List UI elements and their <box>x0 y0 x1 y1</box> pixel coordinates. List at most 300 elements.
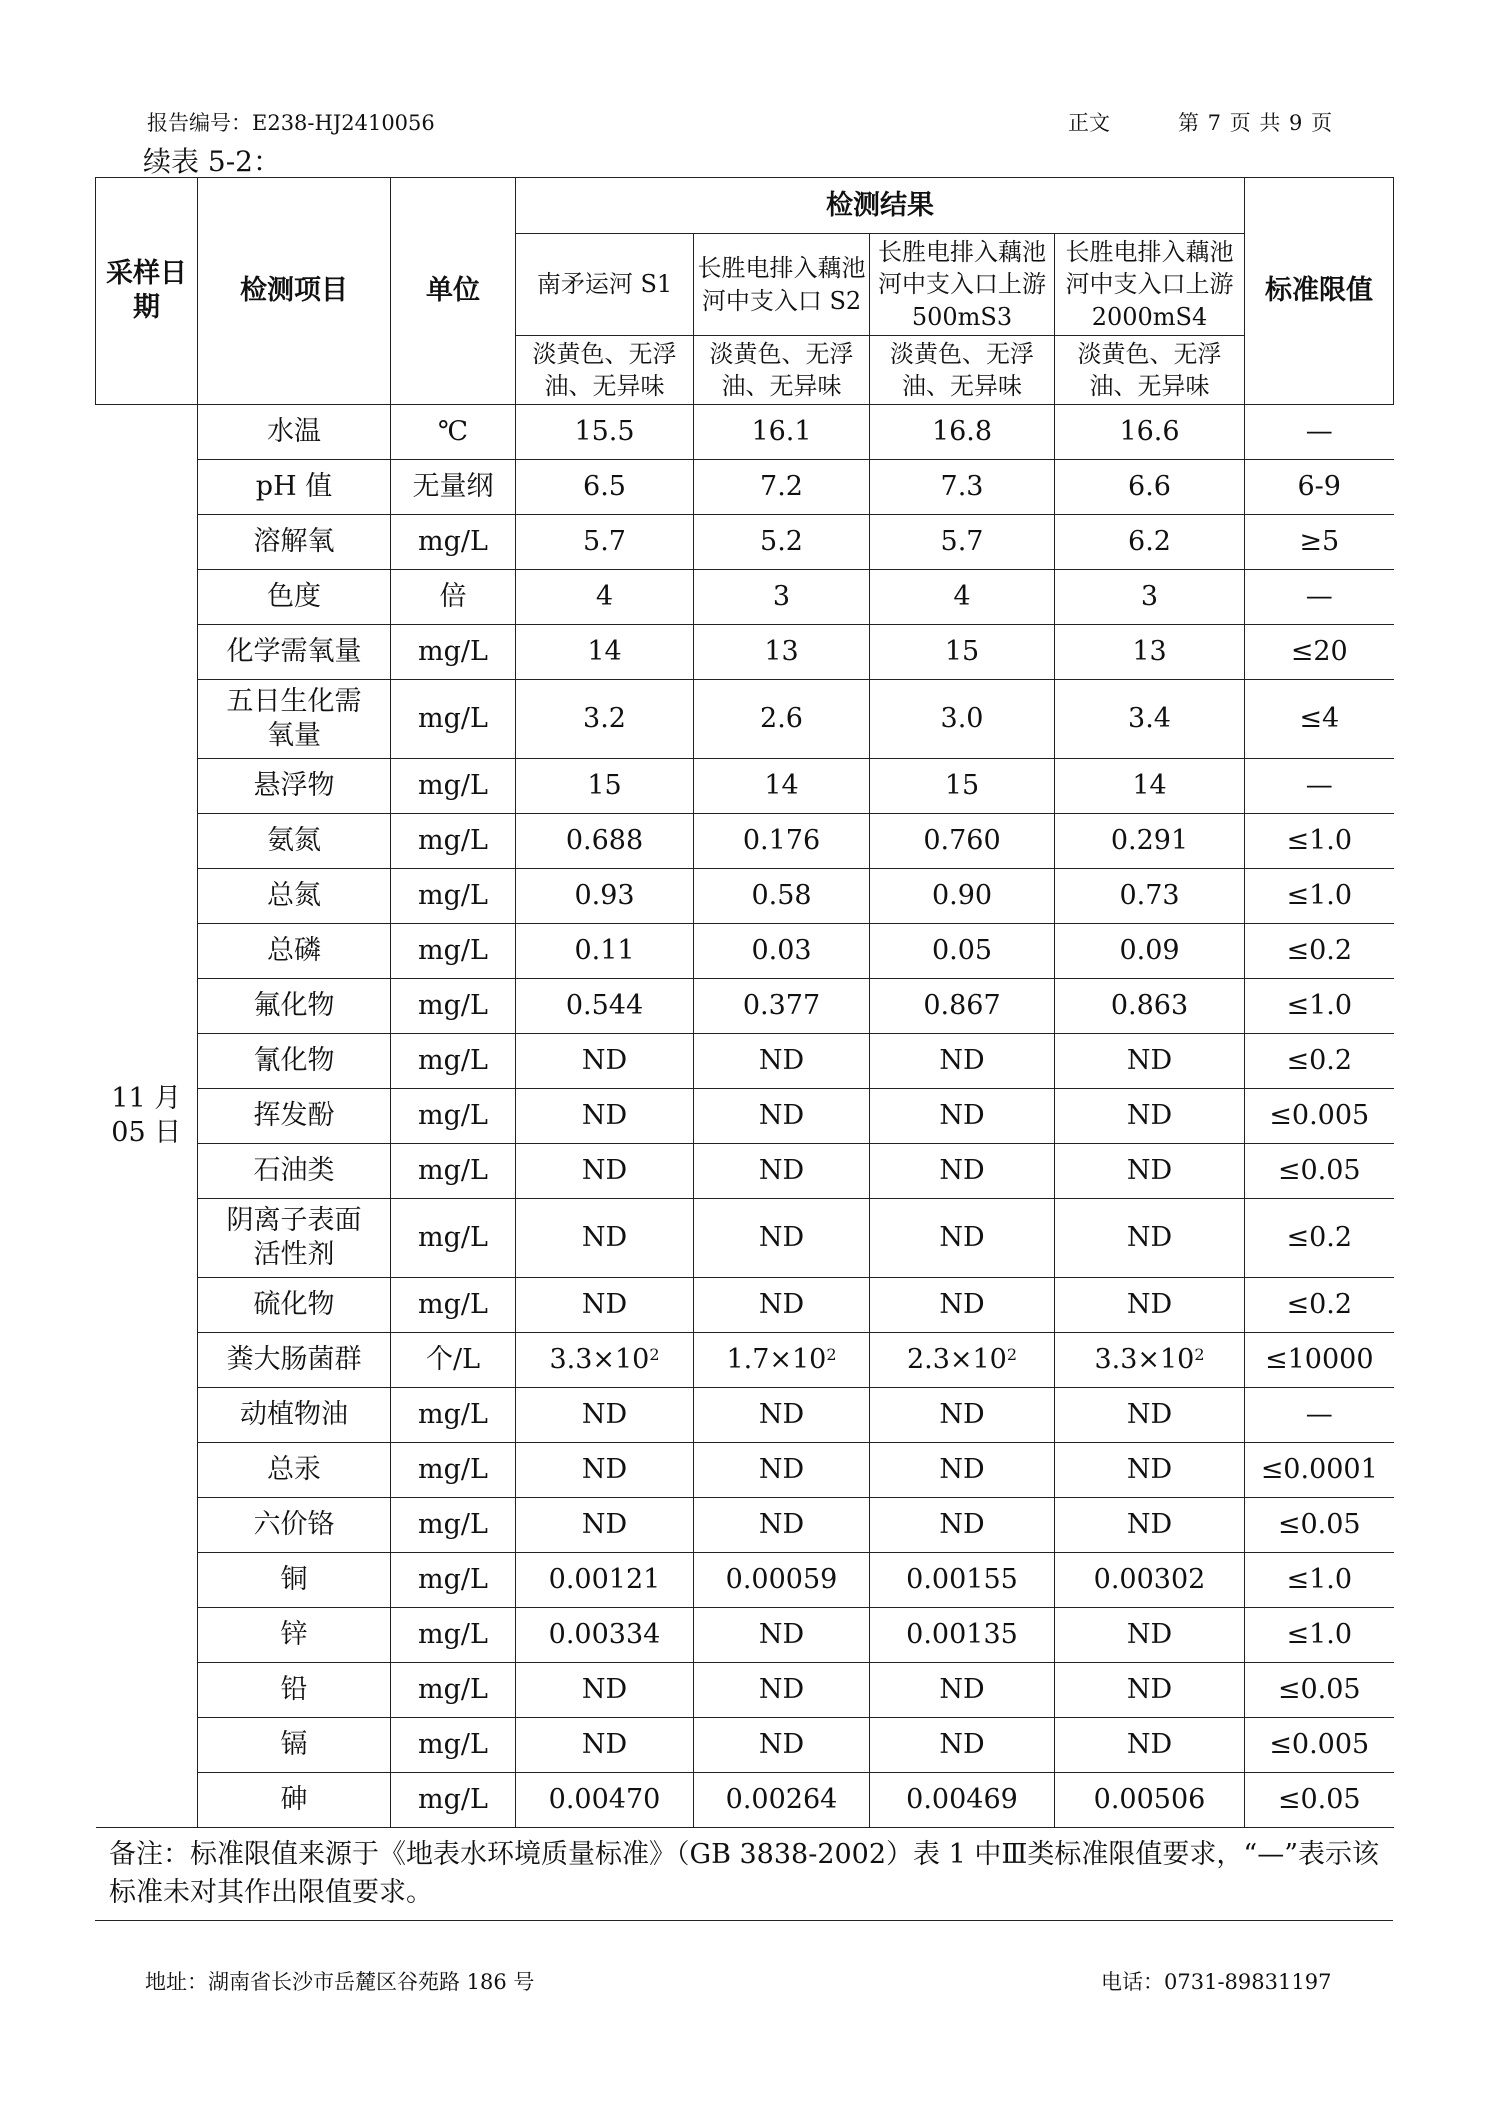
item-unit: mg/L <box>391 1663 516 1718</box>
table-row <box>96 924 1394 979</box>
result-value <box>870 460 1055 515</box>
result-value <box>1055 1144 1245 1199</box>
item-name: 六价铬 <box>198 1498 391 1553</box>
result-value <box>694 570 870 625</box>
table-row <box>96 1199 1394 1278</box>
table-row <box>96 869 1394 924</box>
table-note: 备注：标准限值来源于《地表水环境质量标准》（GB 3838-2002）表 1 中Ⅲ类标准限值要求，“—”表示该标准未对其作出限值要求。 <box>95 1830 1393 1921</box>
result-value <box>516 1034 694 1089</box>
table-row <box>96 1388 1394 1443</box>
header-sample-date: 采样日期 <box>96 178 198 405</box>
item-name: 悬浮物 <box>198 759 391 814</box>
result-value <box>516 1199 694 1278</box>
result-value-text: ND <box>1126 1619 1173 1651</box>
result-value <box>870 1089 1055 1144</box>
table-row <box>96 460 1394 515</box>
result-value <box>694 460 870 515</box>
results-table <box>95 177 1394 1828</box>
table-row <box>96 1333 1394 1388</box>
result-value <box>870 515 1055 570</box>
item-unit: mg/L <box>391 1034 516 1089</box>
result-value-text: ND <box>581 1399 628 1431</box>
result-value-text: 4 <box>953 581 971 613</box>
result-value <box>516 924 694 979</box>
standard-limit: ≤0.2 <box>1245 1034 1394 1089</box>
standard-limit: ≤1.0 <box>1245 1553 1394 1608</box>
standard-limit: ≤0.2 <box>1245 924 1394 979</box>
item-name: 化学需氧量 <box>198 625 391 680</box>
result-value <box>694 1773 870 1828</box>
result-value <box>516 814 694 869</box>
item-name: 总汞 <box>198 1443 391 1498</box>
result-value <box>516 515 694 570</box>
result-value <box>694 979 870 1034</box>
result-value <box>1055 1278 1245 1333</box>
result-value-text: ND <box>939 1509 985 1541</box>
result-value <box>694 1388 870 1443</box>
table-row <box>96 1034 1394 1089</box>
footer-address: 地址：湖南省长沙市岳麓区谷苑路 186 号 <box>145 1970 535 1994</box>
item-name: 粪大肠菌群 <box>198 1333 391 1388</box>
result-value <box>516 1089 694 1144</box>
result-value <box>516 979 694 1034</box>
table-row <box>96 759 1394 814</box>
result-value <box>1055 869 1245 924</box>
report-number: 报告编号：E238-HJ2410056 <box>147 111 435 135</box>
standard-limit: ≤10000 <box>1245 1333 1394 1388</box>
result-value-text: 0.867 <box>923 990 1001 1022</box>
item-unit: mg/L <box>391 1553 516 1608</box>
result-value <box>870 1199 1055 1278</box>
result-value-text: ND <box>581 1045 628 1077</box>
result-value-text: 0.176 <box>742 825 821 857</box>
item-unit: mg/L <box>391 1608 516 1663</box>
result-value <box>870 759 1055 814</box>
result-value-text: ND <box>939 1399 985 1431</box>
table-row <box>96 1773 1394 1828</box>
result-value-text: ND <box>758 1399 805 1431</box>
result-value-text: ND <box>939 1289 985 1321</box>
result-value <box>694 680 870 759</box>
item-unit: mg/L <box>391 1144 516 1199</box>
result-value-text: 0.73 <box>1119 880 1180 912</box>
result-value <box>870 1608 1055 1663</box>
result-value <box>694 759 870 814</box>
exponent: 2 <box>826 1345 837 1365</box>
result-value-text: 4 <box>595 581 614 613</box>
result-value <box>870 1388 1055 1443</box>
result-value-text: 6.6 <box>1128 471 1171 503</box>
site-appearance-s2: 淡黄色、无浮油、无异味 <box>694 336 870 405</box>
result-value <box>694 1278 870 1333</box>
result-value <box>694 625 870 680</box>
item-unit: mg/L <box>391 1089 516 1144</box>
result-value-text: 0.00469 <box>906 1784 1018 1816</box>
result-value-text: 3 <box>772 581 791 613</box>
result-value <box>1055 924 1245 979</box>
site-appearance-s3: 淡黄色、无浮油、无异味 <box>870 336 1055 405</box>
standard-limit: ≤0.005 <box>1245 1718 1394 1773</box>
result-value <box>694 1553 870 1608</box>
result-value <box>870 1443 1055 1498</box>
result-value-text: 16.6 <box>1119 416 1180 448</box>
standard-limit: ≤1.0 <box>1245 1608 1394 1663</box>
site-appearance-s4: 淡黄色、无浮油、无异味 <box>1055 336 1245 405</box>
result-value <box>516 625 694 680</box>
result-value <box>870 1034 1055 1089</box>
result-value <box>1055 1034 1245 1089</box>
result-value-text: ND <box>758 1509 805 1541</box>
result-value <box>516 1443 694 1498</box>
standard-limit: ≤0.05 <box>1245 1498 1394 1553</box>
item-name: 铅 <box>198 1663 391 1718</box>
result-value-text: 5.2 <box>760 526 803 558</box>
result-value <box>870 924 1055 979</box>
result-value <box>870 1718 1055 1773</box>
result-value-text: ND <box>758 1289 805 1321</box>
result-value <box>694 1144 870 1199</box>
table-row <box>96 515 1394 570</box>
result-value-text: ND <box>1126 1222 1173 1254</box>
result-value <box>870 1663 1055 1718</box>
result-value-text: ND <box>581 1100 628 1132</box>
header-unit: 单位 <box>391 178 516 405</box>
result-value-text: ND <box>1126 1674 1173 1706</box>
result-value <box>516 680 694 759</box>
item-name: 锌 <box>198 1608 391 1663</box>
result-value-text: 0.863 <box>1110 990 1189 1022</box>
result-value-text: ND <box>1126 1399 1173 1431</box>
result-value-text: 0.00059 <box>725 1564 838 1596</box>
result-value-text: ND <box>1126 1454 1173 1486</box>
result-value-text: ND <box>1126 1045 1173 1077</box>
result-value-text: 0.544 <box>565 990 644 1022</box>
result-value-text: 0.00470 <box>548 1784 661 1816</box>
result-value <box>870 625 1055 680</box>
result-value <box>516 1773 694 1828</box>
item-unit: mg/L <box>391 1498 516 1553</box>
table-row <box>96 1144 1394 1199</box>
result-value <box>694 515 870 570</box>
result-value-text: 6.2 <box>1128 526 1171 558</box>
result-value-text: 13 <box>764 636 799 668</box>
result-value-text: 0.688 <box>565 825 644 857</box>
exponent: 2 <box>1194 1345 1205 1365</box>
result-value <box>516 1608 694 1663</box>
standard-limit: ≤0.05 <box>1245 1144 1394 1199</box>
result-value <box>694 814 870 869</box>
result-value <box>870 570 1055 625</box>
standard-limit: ≤0.2 <box>1245 1199 1394 1278</box>
item-name: pH 值 <box>198 460 391 515</box>
item-name: 铜 <box>198 1553 391 1608</box>
table-row <box>96 1663 1394 1718</box>
result-value-text: 7.3 <box>940 471 984 503</box>
result-value-text: ND <box>758 1222 805 1254</box>
site-name-s4: 长胜电排入藕池河中支入口上游 2000mS4 <box>1055 234 1245 336</box>
result-value <box>516 1144 694 1199</box>
result-value-text: ND <box>939 1045 985 1077</box>
sample-date: 11 月 05 日 <box>96 405 198 1828</box>
item-name: 镉 <box>198 1718 391 1773</box>
result-value <box>1055 814 1245 869</box>
result-value-text: ND <box>1126 1100 1173 1132</box>
exponent: 2 <box>1006 1345 1018 1365</box>
result-value <box>516 1663 694 1718</box>
result-value <box>516 1718 694 1773</box>
result-value <box>1055 405 1245 460</box>
result-value <box>694 1199 870 1278</box>
result-value-text: ND <box>758 1454 805 1486</box>
result-value <box>1055 1553 1245 1608</box>
item-name: 动植物油 <box>198 1388 391 1443</box>
table-row <box>96 1498 1394 1553</box>
item-name: 挥发酚 <box>198 1089 391 1144</box>
result-value-text: 3.2 <box>583 703 626 735</box>
table-row <box>96 1089 1394 1144</box>
result-value-text: 0.760 <box>923 825 1001 857</box>
item-name: 溶解氧 <box>198 515 391 570</box>
result-value-text: 3.3×10 <box>1094 1344 1195 1376</box>
result-value-text: ND <box>758 1729 805 1761</box>
result-value-text: 1.7×10 <box>726 1344 827 1376</box>
table-row <box>96 814 1394 869</box>
result-value <box>1055 625 1245 680</box>
result-value-text: ND <box>581 1674 628 1706</box>
result-value-text: ND <box>581 1222 628 1254</box>
result-value-text: ND <box>581 1155 628 1187</box>
item-unit: mg/L <box>391 1773 516 1828</box>
header-item: 检测项目 <box>198 178 391 405</box>
result-value-text: 15 <box>944 770 980 802</box>
result-value-text: 0.11 <box>574 935 635 967</box>
standard-limit: ≤0.005 <box>1245 1089 1394 1144</box>
result-value-text: ND <box>758 1619 805 1651</box>
standard-limit: ≤0.05 <box>1245 1773 1394 1828</box>
item-unit: mg/L <box>391 759 516 814</box>
result-value <box>1055 680 1245 759</box>
standard-limit: ≤4 <box>1245 680 1394 759</box>
exponent: 2 <box>649 1345 660 1365</box>
result-value <box>516 1333 694 1388</box>
item-unit: mg/L <box>391 869 516 924</box>
item-name: 水温 <box>198 405 391 460</box>
result-value <box>870 869 1055 924</box>
item-name: 总磷 <box>198 924 391 979</box>
result-value <box>1055 460 1245 515</box>
result-value <box>694 405 870 460</box>
site-name-s3: 长胜电排入藕池河中支入口上游 500mS3 <box>870 234 1055 336</box>
result-value-text: ND <box>581 1729 628 1761</box>
result-value <box>694 924 870 979</box>
result-value-text: ND <box>1126 1155 1173 1187</box>
result-value-text: 13 <box>1132 636 1167 668</box>
result-value <box>1055 1773 1245 1828</box>
result-value-text: 0.00302 <box>1093 1564 1206 1596</box>
item-unit: 个/L <box>391 1333 516 1388</box>
result-value-text: 0.00506 <box>1093 1784 1206 1816</box>
standard-limit: ≤0.05 <box>1245 1663 1394 1718</box>
table-row <box>96 625 1394 680</box>
standard-limit: ≤1.0 <box>1245 979 1394 1034</box>
result-value <box>1055 515 1245 570</box>
result-value-text: 2.6 <box>760 703 803 735</box>
result-value <box>1055 1199 1245 1278</box>
result-value-text: 15 <box>587 770 622 802</box>
item-name: 硫化物 <box>198 1278 391 1333</box>
standard-limit: ≥5 <box>1245 515 1394 570</box>
item-name: 氨氮 <box>198 814 391 869</box>
item-name: 氰化物 <box>198 1034 391 1089</box>
item-unit: mg/L <box>391 680 516 759</box>
result-value <box>516 405 694 460</box>
result-value-text: 0.00135 <box>906 1619 1018 1651</box>
result-value-text: 15 <box>944 636 980 668</box>
item-unit: mg/L <box>391 1718 516 1773</box>
item-unit: mg/L <box>391 515 516 570</box>
result-value <box>870 814 1055 869</box>
result-value-text: ND <box>939 1100 985 1132</box>
result-value-text: 5.7 <box>583 526 626 558</box>
item-name: 总氮 <box>198 869 391 924</box>
item-name: 砷 <box>198 1773 391 1828</box>
table-row <box>96 1718 1394 1773</box>
result-value-text: 2.3×10 <box>906 1344 1007 1376</box>
result-value <box>694 1608 870 1663</box>
result-value <box>694 1718 870 1773</box>
result-value <box>870 680 1055 759</box>
result-value-text: ND <box>581 1289 628 1321</box>
item-unit: mg/L <box>391 979 516 1034</box>
result-value-text: ND <box>939 1729 985 1761</box>
result-value <box>516 1278 694 1333</box>
result-value <box>870 405 1055 460</box>
item-unit: mg/L <box>391 924 516 979</box>
result-value <box>1055 1663 1245 1718</box>
result-value <box>516 1553 694 1608</box>
standard-limit: ≤1.0 <box>1245 814 1394 869</box>
result-value-text: 0.377 <box>742 990 821 1022</box>
result-value-text: 6.5 <box>583 471 626 503</box>
site-appearance-s1: 淡黄色、无浮油、无异味 <box>516 336 694 405</box>
result-value-text: 7.2 <box>760 471 803 503</box>
result-value-text: ND <box>939 1155 985 1187</box>
result-value <box>1055 1333 1245 1388</box>
result-value <box>516 1388 694 1443</box>
result-value <box>870 1498 1055 1553</box>
result-value <box>1055 1498 1245 1553</box>
table-row <box>96 680 1394 759</box>
result-value-text: 15.5 <box>574 416 635 448</box>
result-value-text: 16.8 <box>931 416 993 448</box>
item-unit: mg/L <box>391 1199 516 1278</box>
table-row <box>96 1443 1394 1498</box>
result-value <box>1055 979 1245 1034</box>
result-value-text: ND <box>939 1674 985 1706</box>
result-value <box>1055 1443 1245 1498</box>
header-results: 检测结果 <box>516 178 1245 234</box>
item-unit: 无量纲 <box>391 460 516 515</box>
result-value-text: 0.291 <box>1110 825 1189 857</box>
result-value <box>870 1144 1055 1199</box>
result-value-text: 0.05 <box>931 935 993 967</box>
item-name: 石油类 <box>198 1144 391 1199</box>
result-value-text: ND <box>581 1454 628 1486</box>
item-name: 阴离子表面活性剂 <box>198 1199 391 1278</box>
section-label: 正文 <box>1068 111 1110 135</box>
result-value-text: ND <box>758 1155 805 1187</box>
standard-limit: — <box>1245 1388 1394 1443</box>
result-value-text: 3.4 <box>1128 703 1171 735</box>
standard-limit: ≤0.2 <box>1245 1278 1394 1333</box>
result-value-text: ND <box>939 1454 985 1486</box>
result-value-text: 3 <box>1140 581 1159 613</box>
item-unit: mg/L <box>391 1443 516 1498</box>
result-value-text: 0.09 <box>1119 935 1180 967</box>
result-value <box>870 1553 1055 1608</box>
item-unit: mg/L <box>391 1388 516 1443</box>
site-name-s2: 长胜电排入藕池河中支入口 S2 <box>694 234 870 336</box>
result-value <box>1055 570 1245 625</box>
result-value <box>870 979 1055 1034</box>
result-value-text: 14 <box>764 770 799 802</box>
table-row <box>96 1553 1394 1608</box>
table-row <box>96 570 1394 625</box>
result-value-text: 0.00155 <box>906 1564 1018 1596</box>
result-value-text: ND <box>1126 1289 1173 1321</box>
item-name: 氟化物 <box>198 979 391 1034</box>
header-limit: 标准限值 <box>1245 178 1394 405</box>
table-row <box>96 1278 1394 1333</box>
result-value <box>1055 1089 1245 1144</box>
table-row <box>96 405 1394 460</box>
table-caption: 续表 5-2： <box>143 145 281 178</box>
standard-limit: ≤1.0 <box>1245 869 1394 924</box>
result-value-text: 0.90 <box>931 880 993 912</box>
result-value <box>694 1034 870 1089</box>
result-value-text: 5.7 <box>940 526 984 558</box>
result-value <box>1055 1388 1245 1443</box>
result-value <box>694 1443 870 1498</box>
result-value-text: 0.00334 <box>548 1619 661 1651</box>
result-value <box>694 1663 870 1718</box>
item-name: 五日生化需氧量 <box>198 680 391 759</box>
result-value-text: ND <box>581 1509 628 1541</box>
result-value <box>870 1333 1055 1388</box>
result-value-text: 14 <box>587 636 622 668</box>
result-value-text: 0.00264 <box>725 1784 838 1816</box>
table-row <box>96 979 1394 1034</box>
result-value-text: 3.0 <box>940 703 984 735</box>
result-value-text: ND <box>758 1674 805 1706</box>
table-row <box>96 1608 1394 1663</box>
item-unit: mg/L <box>391 625 516 680</box>
result-value-text: 16.1 <box>751 416 812 448</box>
result-value <box>516 869 694 924</box>
result-value <box>1055 1718 1245 1773</box>
result-value <box>1055 759 1245 814</box>
result-value-text: ND <box>1126 1729 1173 1761</box>
result-value <box>870 1278 1055 1333</box>
item-unit: mg/L <box>391 814 516 869</box>
result-value <box>516 759 694 814</box>
result-value-text: 3.3×10 <box>549 1344 650 1376</box>
result-value <box>694 1498 870 1553</box>
result-value-text: ND <box>939 1222 985 1254</box>
result-value <box>516 460 694 515</box>
result-value <box>870 1773 1055 1828</box>
item-unit: ℃ <box>391 405 516 460</box>
